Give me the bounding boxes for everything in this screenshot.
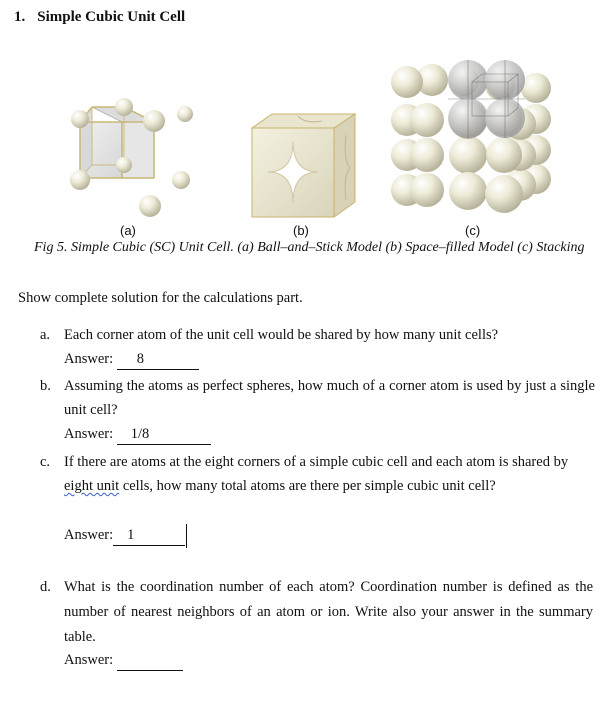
answer-label: Answer: <box>64 652 114 668</box>
answer-label: Answer: <box>64 351 114 367</box>
answer-b-field[interactable] <box>117 426 211 445</box>
text-cursor <box>186 524 187 548</box>
answer-a-field[interactable] <box>117 351 199 370</box>
question-letter: a. <box>40 327 51 343</box>
answer-d-field[interactable] <box>117 652 183 671</box>
answer-a-value: 8 <box>136 351 145 367</box>
question-letter: d. <box>40 579 51 595</box>
answer-c <box>64 527 185 546</box>
stacking-model <box>391 60 551 213</box>
question-text: Each corner atom of the unit cell would be shared by how many unit cells? <box>64 327 499 343</box>
answer-a <box>64 351 199 370</box>
figure-label-c: (c) <box>465 223 481 238</box>
space-filled-model <box>252 114 355 217</box>
unit-cell-figures <box>0 0 616 240</box>
question-letter: b. <box>40 378 51 394</box>
answer-c-field[interactable] <box>113 527 185 546</box>
figure-caption: Fig 5. Simple Cubic (SC) Unit Cell. (a) Ball–and–Stick Model (b) Space–filled Model (c) Stacking <box>34 240 585 255</box>
section-number: 1. <box>14 9 26 25</box>
question-d <box>40 575 593 650</box>
question-text: What is the coordination number of each atom? Coordination number is defined as the number of nearest neighbors of an atom or ion. Write also your answer in the summary table. <box>64 579 593 645</box>
ball-and-stick-model <box>70 98 193 217</box>
question-letter: c. <box>40 454 51 470</box>
answer-b <box>64 426 211 445</box>
answer-c-value: 1 <box>127 527 135 543</box>
figure-label-a: (a) <box>120 223 136 238</box>
spellcheck-marked-text: eight unit <box>64 478 120 494</box>
section-title: Simple Cubic Unit Cell <box>37 9 186 25</box>
question-text-after: cells, how many total atoms are there per simple cubic unit cell? <box>119 478 496 494</box>
question-c <box>40 450 595 498</box>
question-b <box>40 374 595 422</box>
answer-d <box>64 652 183 671</box>
answer-label: Answer: <box>64 426 114 442</box>
figure-label-b: (b) <box>293 223 309 238</box>
question-text: Assuming the atoms as perfect spheres, how much of a corner atom is used by just a single unit cell? <box>64 378 595 418</box>
answer-b-value: 1/8 <box>130 426 150 442</box>
answer-label: Answer: <box>64 527 114 543</box>
question-a <box>40 323 599 347</box>
question-text-before: If there are atoms at the eight corners of a simple cubic cell and each atom is shared by <box>64 454 569 470</box>
instruction-text: Show complete solution for the calculations part. <box>18 290 303 306</box>
